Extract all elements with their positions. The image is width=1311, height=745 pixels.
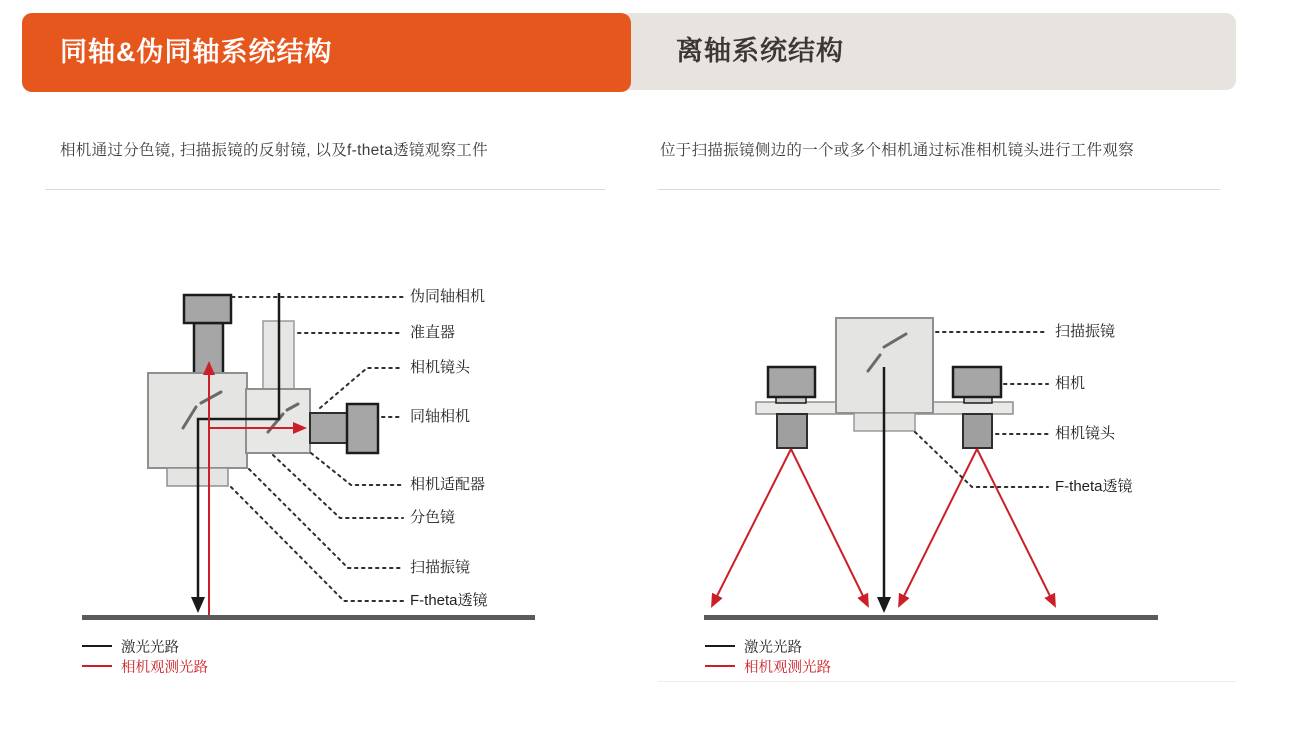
laser-line-swatch [82,645,112,647]
offaxis-description: 位于扫描振镜侧边的一个或多个相机通过标准相机镜头进行工件观察 [660,142,1135,159]
right-camera-box [953,367,1001,397]
label-camera-lens: 相机镜头 [410,359,471,376]
tab-offaxis-title: 离轴系统结构 [676,36,844,66]
label-scan-mirror: 扫描振镜 [410,559,471,576]
legend-right [705,636,831,676]
label-camera-lens: 相机镜头 [1055,425,1116,442]
coaxial-camera-box [347,404,378,453]
label-coaxial-camera: 同轴相机 [410,408,471,425]
coaxial-description: 相机通过分色镜, 扫描振镜的反射镜, 以及f-theta透镜观察工件 [60,142,488,159]
label-collimator: 准直器 [410,324,456,341]
legend-laser-row [82,636,208,656]
label-camera: 相机 [1055,375,1086,392]
legend-laser-row [705,636,831,656]
left-camera-box [768,367,815,397]
camera-line-swatch [705,665,735,667]
label-pseudo-coaxial-camera: 伪同轴相机 [410,288,486,305]
pseudo-coaxial-lens-tube [194,323,223,376]
tab-coaxial-title: 同轴&伪同轴系统结构 [60,37,333,67]
label-dichroic-mirror: 分色镜 [410,509,456,526]
workpiece-line [704,615,1158,620]
legend-camera-row [705,656,831,676]
camera-line-swatch [82,665,112,667]
pseudo-coaxial-camera-box [184,295,231,323]
offaxis-diagram [704,318,1158,620]
right-camera-lens-box [963,414,992,448]
legend-laser-label: 激光光路 [121,639,179,656]
label-ftheta-lens: F-theta透镜 [410,592,488,609]
workpiece-line [82,615,535,620]
coaxial-camera-lens-box [310,413,347,443]
left-camera-lens-box [777,414,807,448]
legend-camera-label: 相机观测光路 [744,659,831,676]
legend-camera-row [82,656,208,676]
label-camera-adapter: 相机适配器 [410,476,486,493]
legend-laser-label: 激光光路 [744,639,802,656]
laser-line-swatch [705,645,735,647]
legend-left [82,636,208,676]
label-scan-mirror: 扫描振镜 [1055,323,1116,340]
legend-camera-label: 相机观测光路 [121,659,208,676]
label-ftheta-lens: F-theta透镜 [1055,478,1133,495]
